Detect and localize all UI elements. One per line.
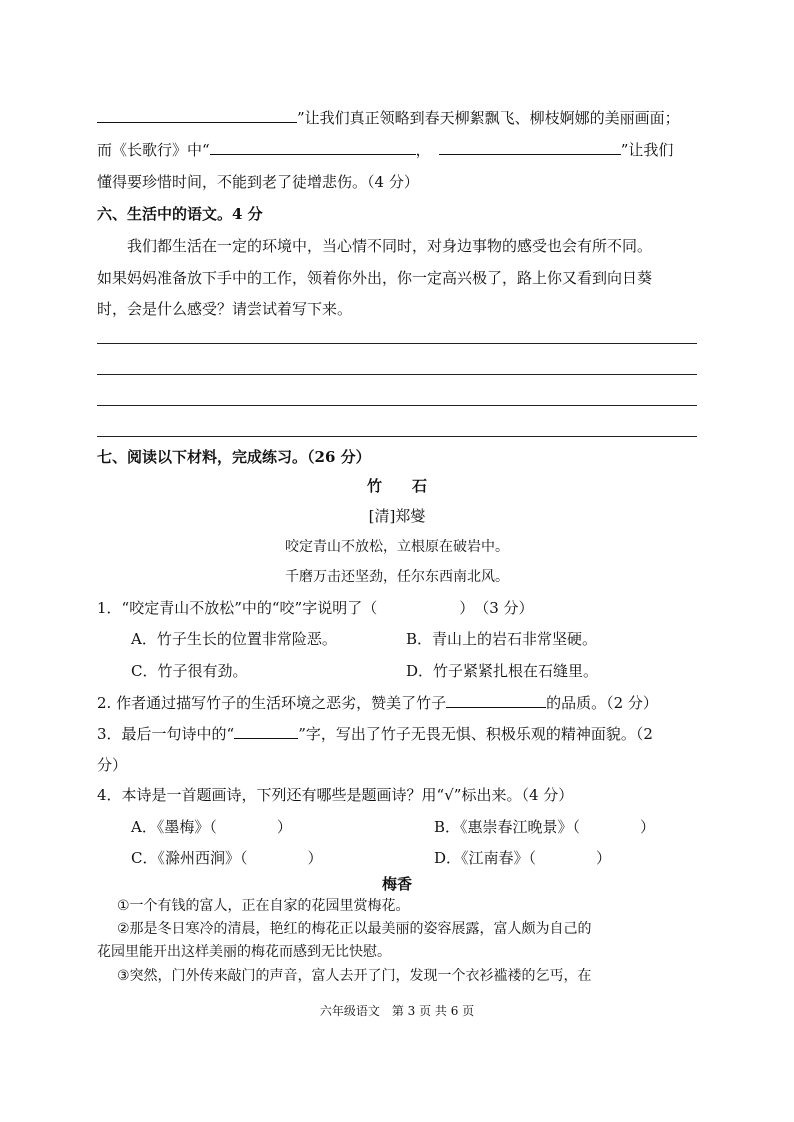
question-stem: ”字，写出了竹子无畏无惧、积极乐观的精神面貌。（2 xyxy=(298,725,653,743)
option-a[interactable]: A．《墨梅》（ ） xyxy=(131,818,292,836)
section-6-heading: 六、生活中的语文。4 分 xyxy=(97,205,263,223)
blank-line-1 xyxy=(97,108,680,128)
option-d: D．竹子紧紧扎根在石缝里。 xyxy=(406,662,599,680)
answer-blank[interactable] xyxy=(97,108,297,123)
line-text: ”让我们真正领略到春天柳絮飘飞、柳枝婀娜的美丽画面； xyxy=(297,109,680,127)
option-b[interactable]: B．《惠崇春江晚景》（ ） xyxy=(434,818,656,836)
line-text: ， xyxy=(415,141,431,159)
option-a: A．竹子生长的位置非常险恶。 xyxy=(131,630,337,648)
writing-line[interactable] xyxy=(97,436,697,437)
writing-line[interactable] xyxy=(97,374,697,375)
score-note: 懂得要珍惜时间，不能到老了徒增悲伤。（4 分） xyxy=(97,173,419,191)
question-stem: 的品质。（2 分） xyxy=(546,694,658,712)
question-stem: 2. 作者通过描写竹子的生活环境之恶劣，赞美了竹子 xyxy=(97,694,447,712)
question-3-continued: 分） xyxy=(97,756,128,774)
option-b: B．青山上的岩石非常坚硬。 xyxy=(406,630,598,648)
question-1 xyxy=(97,598,534,618)
passage-paragraph: ①一个有钱的富人，正在自家的花园里赏梅花。 xyxy=(117,898,410,914)
answer-blank[interactable] xyxy=(234,724,298,739)
section-6-paragraph: 我们都生活在一定的环境中，当心情不同时，对身边事物的感受也会有所不同。 xyxy=(127,237,653,255)
writing-line[interactable] xyxy=(97,405,697,406)
writing-line[interactable] xyxy=(97,343,697,344)
passage-paragraph: ③突然，门外传来敲门的声音，富人去开了门，发现一个衣衫褴褛的乞丐，在 xyxy=(117,968,592,984)
question-3 xyxy=(97,724,653,744)
answer-blank[interactable] xyxy=(210,140,416,155)
page-footer: 六年级语文 第 3 页 共 6 页 xyxy=(319,1004,475,1018)
passage-title: 梅香 xyxy=(382,875,413,893)
passage-paragraph: 花园里能开出这样美丽的梅花而感到无比快慰。 xyxy=(97,944,391,960)
question-2 xyxy=(97,693,658,713)
question-stem: 3．最后一句诗中的“ xyxy=(97,725,235,743)
question-stem: ） （3 分） xyxy=(459,599,534,617)
poem-author: [清]郑燮 xyxy=(368,507,426,525)
poem-line: 咬定青山不放松，立根原在破岩中。 xyxy=(285,539,509,555)
answer-blank[interactable] xyxy=(439,140,621,155)
section-7-heading: 七、阅读以下材料，完成练习。（26 分） xyxy=(97,448,371,466)
answer-blank[interactable] xyxy=(446,693,546,708)
blank-line-2 xyxy=(97,140,673,160)
poem-title: 竹 石 xyxy=(366,477,427,495)
section-6-paragraph: 如果妈妈准备放下手中的工作，领着你外出，你一定高兴极了，路上你又看到向日葵 xyxy=(97,269,653,287)
question-stem: 1．“咬定青山不放松”中的“咬”字说明了（ xyxy=(97,599,378,617)
passage-paragraph: ②那是冬日寒冷的清晨，艳红的梅花正以最美丽的姿容展露，富人颇为自己的 xyxy=(117,921,592,937)
poem-line: 千磨万击还坚劲，任尔东西南北风。 xyxy=(285,569,509,585)
line-text: 而《长歌行》中“ xyxy=(97,141,210,159)
option-d[interactable]: D．《江南春》（ ） xyxy=(434,849,612,867)
section-6-paragraph: 时，会是什么感受？请尝试着写下来。 xyxy=(97,300,353,318)
question-4: 4．本诗是一首题画诗，下列还有哪些是题画诗？用“√”标出来。（4 分） xyxy=(97,786,574,804)
option-c: C．竹子很有劲。 xyxy=(131,662,248,680)
option-c[interactable]: C．《滁州西涧》（ ） xyxy=(131,849,323,867)
line-text: ”让我们 xyxy=(620,141,674,159)
